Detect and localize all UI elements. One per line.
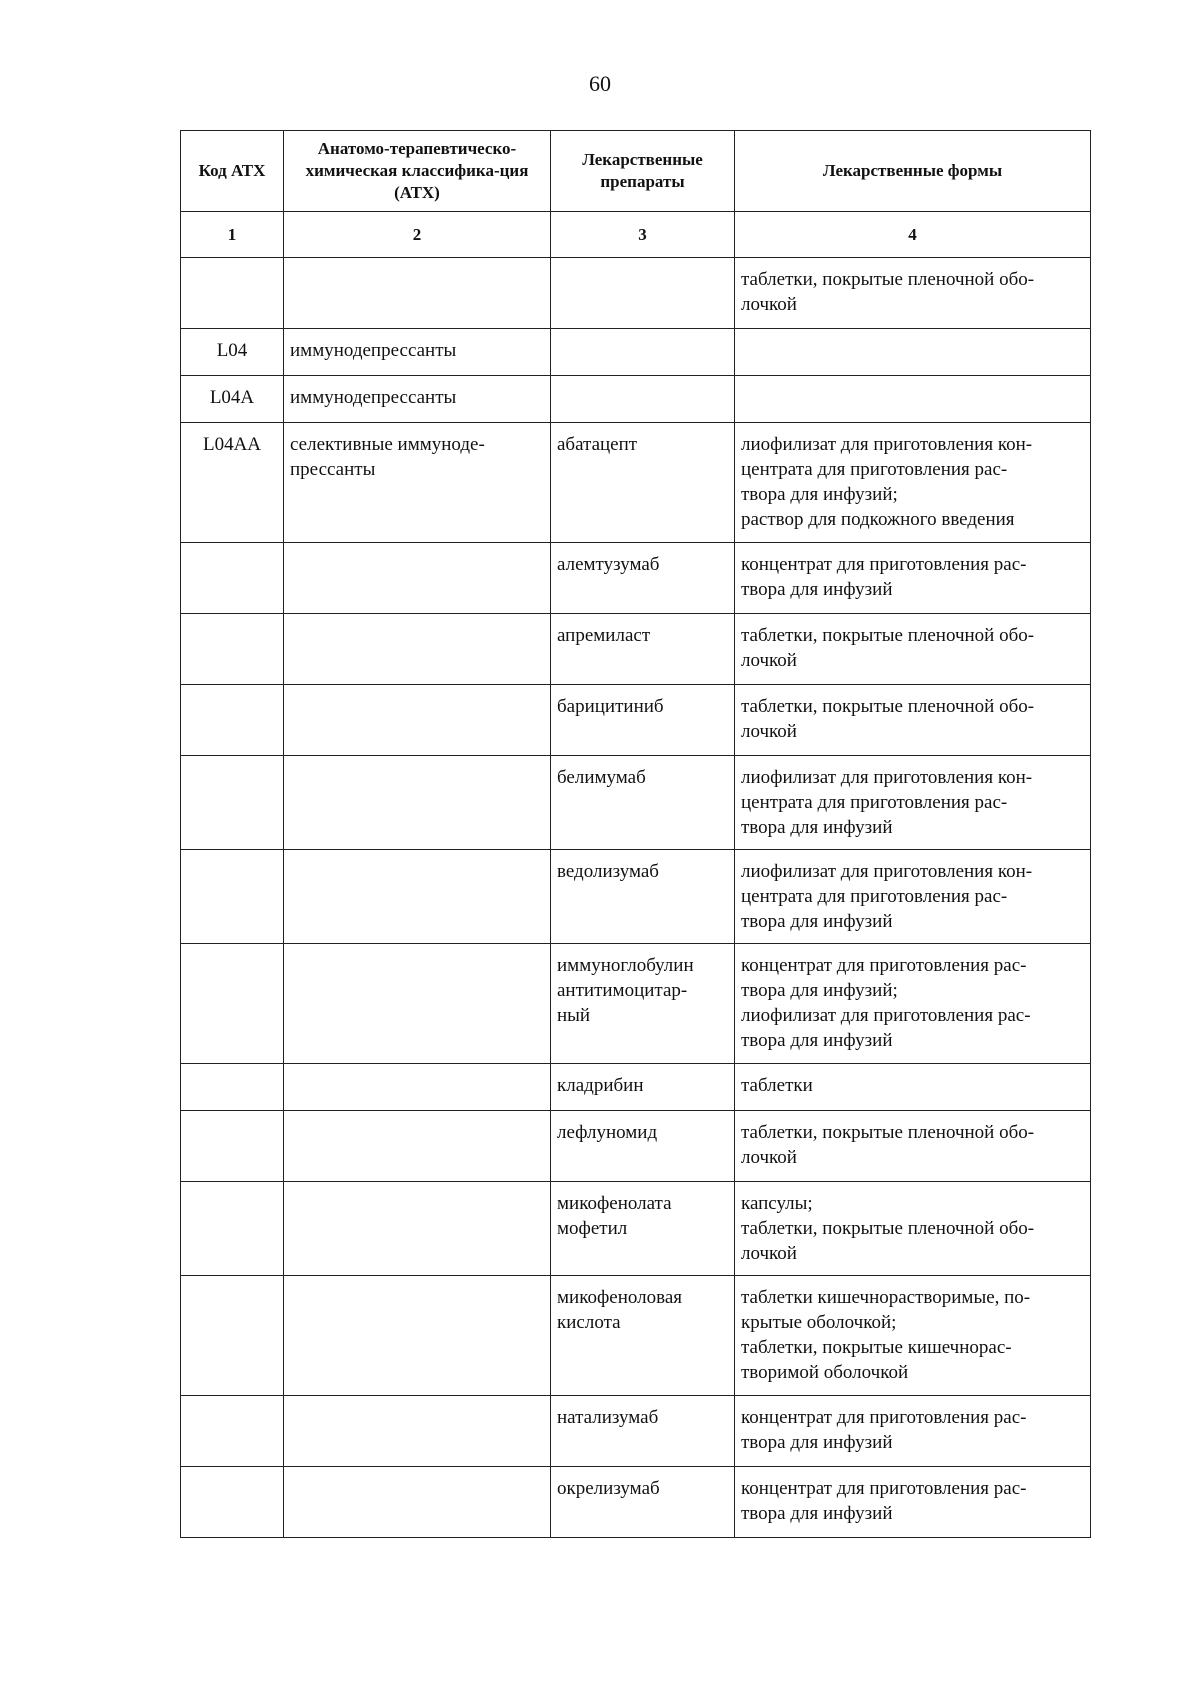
drug-cell: белимумаб [551,756,735,850]
dosage-form-cell [735,329,1091,376]
drug-cell: натализумаб [551,1396,735,1467]
header-dosage-forms: Лекарственные формы [735,131,1091,212]
dosage-form-cell: концентрат для приготовления рас- твора для инфузий; лиофилизат для приготовления рас- твора для инфузий [735,944,1091,1064]
drug-cell [551,376,735,423]
atx-class-cell [284,258,551,329]
column-number: 2 [284,212,551,258]
header-atx-classification: Анатомо-терапевтическо-химическая классифика-ция (АТХ) [284,131,551,212]
column-number: 1 [181,212,284,258]
dosage-form-cell: капсулы; таблетки, покрытые пленочной обо- лочкой [735,1182,1091,1276]
drug-cell [551,329,735,376]
atx-class-cell: иммунодепрессанты [284,376,551,423]
atx-code-cell [181,1467,284,1538]
dosage-form-cell: лиофилизат для приготовления кон- центрата для приготовления рас- твора для инфузий; раствор для подкожного введения [735,423,1091,543]
table-row [181,685,1091,756]
drug-cell: микофеноловая кислота [551,1276,735,1396]
dosage-form-cell: лиофилизат для приготовления кон- центрата для приготовления рас- твора для инфузий [735,756,1091,850]
atx-code-cell [181,1276,284,1396]
atx-class-cell [284,1064,551,1111]
dosage-form-cell: таблетки [735,1064,1091,1111]
atx-code-cell: L04 [181,329,284,376]
atx-code-cell [181,1396,284,1467]
dosage-form-cell: концентрат для приготовления рас- твора для инфузий [735,543,1091,614]
column-number-row [181,212,1091,258]
table-row [181,376,1091,423]
drug-cell [551,258,735,329]
atx-code-cell [181,685,284,756]
table-row [181,329,1091,376]
table-row [181,1182,1091,1276]
column-number: 4 [735,212,1091,258]
drug-cell: микофенолата мофетил [551,1182,735,1276]
table-row [181,850,1091,944]
dosage-form-cell: таблетки кишечнорастворимые, по- крытые оболочкой; таблетки, покрытые кишечнорас- творимой оболочкой [735,1276,1091,1396]
drug-cell: абатацепт [551,423,735,543]
dosage-form-cell: таблетки, покрытые пленочной обо- лочкой [735,614,1091,685]
atx-code-cell: L04A [181,376,284,423]
atx-code-cell [181,944,284,1064]
drug-cell: иммуноглобулин антитимоцитар- ный [551,944,735,1064]
dosage-form-cell: концентрат для приготовления рас- твора для инфузий [735,1467,1091,1538]
drug-cell: алемтузумаб [551,543,735,614]
atx-code-cell: L04AA [181,423,284,543]
atx-class-cell [284,1182,551,1276]
drug-cell: апремиласт [551,614,735,685]
table-row [181,1396,1091,1467]
atx-class-cell [284,944,551,1064]
dosage-form-cell: таблетки, покрытые пленочной обо- лочкой [735,1111,1091,1182]
table-row [181,614,1091,685]
table-row [181,423,1091,543]
table-row [181,1467,1091,1538]
dosage-form-cell: концентрат для приготовления рас- твора для инфузий [735,1396,1091,1467]
atx-class-cell [284,850,551,944]
table-row [181,1111,1091,1182]
atx-code-cell [181,543,284,614]
atx-code-cell [181,756,284,850]
drug-cell: кладрибин [551,1064,735,1111]
atx-class-cell [284,1111,551,1182]
atx-class-cell [284,685,551,756]
column-number: 3 [551,212,735,258]
dosage-form-cell: таблетки, покрытые пленочной обо- лочкой [735,685,1091,756]
atx-code-cell [181,258,284,329]
atx-code-cell [181,850,284,944]
atx-class-cell: иммунодепрессанты [284,329,551,376]
atx-class-cell: селективные иммуноде- прессанты [284,423,551,543]
atx-class-cell [284,614,551,685]
drug-cell: окрелизумаб [551,1467,735,1538]
atx-code-cell [181,614,284,685]
atx-class-cell [284,756,551,850]
header-atx-code: Код АТХ [181,131,284,212]
atx-class-cell [284,1467,551,1538]
atx-class-cell [284,1276,551,1396]
table-row [181,756,1091,850]
drug-cell: барицитиниб [551,685,735,756]
dosage-form-cell [735,376,1091,423]
table-row [181,1064,1091,1111]
table-header-row [181,131,1091,212]
header-drugs: Лекарственные препараты [551,131,735,212]
table-row [181,258,1091,329]
page-number: 60 [589,71,611,96]
table-row [181,944,1091,1064]
table-row [181,543,1091,614]
atx-drug-table [180,130,1091,1538]
dosage-form-cell: таблетки, покрытые пленочной обо- лочкой [735,258,1091,329]
atx-code-cell [181,1064,284,1111]
dosage-form-cell: лиофилизат для приготовления кон- центрата для приготовления рас- твора для инфузий [735,850,1091,944]
table-row [181,1276,1091,1396]
drug-cell: лефлуномид [551,1111,735,1182]
atx-code-cell [181,1111,284,1182]
atx-class-cell [284,1396,551,1467]
atx-class-cell [284,543,551,614]
atx-code-cell [181,1182,284,1276]
drug-cell: ведолизумаб [551,850,735,944]
